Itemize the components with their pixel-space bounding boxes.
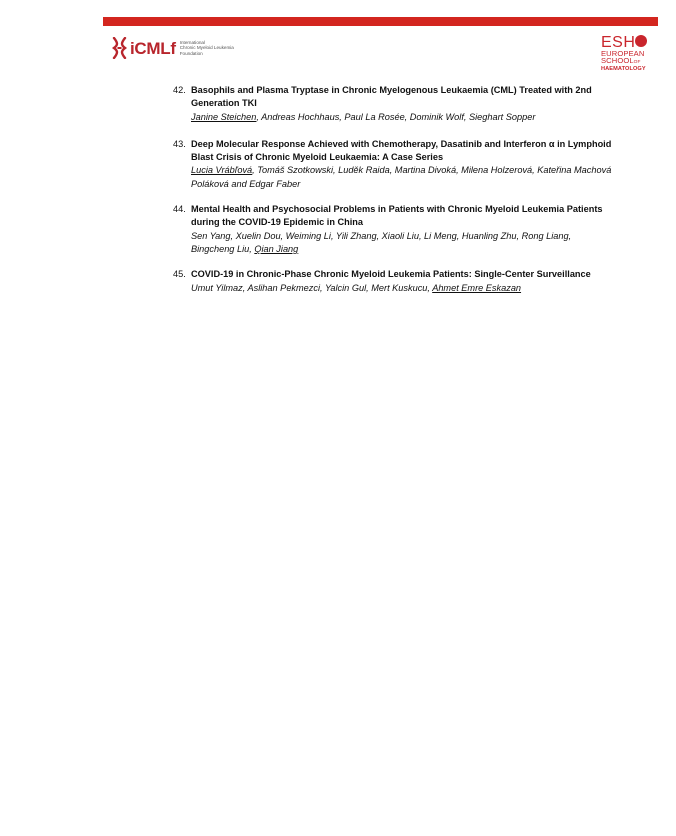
entry-number: 42. bbox=[173, 85, 186, 95]
entry-body bbox=[191, 203, 613, 256]
entry-title: COVID-19 in Chronic-Phase Chronic Myeloid Leukemia Patients: Single-Center Surveillance bbox=[191, 269, 591, 280]
abstract-entry bbox=[173, 268, 613, 295]
entry-body bbox=[191, 84, 613, 124]
esh-letters: ESH bbox=[601, 34, 636, 51]
entry-title: Mental Health and Psychosocial Problems in Patients with Chronic Myeloid Leukemia Patients during the COVID-19 Epidemic in China bbox=[191, 204, 603, 228]
abstract-entry bbox=[173, 203, 613, 256]
co-authors: Umut Yilmaz, Aslihan Pekmezci, Yalcin Gul, Mert Kuskucu, bbox=[191, 282, 433, 293]
icmlf-subtitle-line: International bbox=[179, 40, 206, 46]
entry-authors bbox=[191, 230, 613, 257]
presenting-author: Lucia Vrábľová bbox=[191, 165, 253, 176]
icmlf-subtitle-line: Chronic Myeloid Leukemia bbox=[179, 45, 234, 51]
entry-authors bbox=[191, 282, 613, 295]
esh-dot-icon bbox=[635, 35, 647, 47]
esh-of: OF bbox=[633, 60, 641, 65]
esh-logo bbox=[601, 35, 651, 75]
presenting-author: Ahmet Emre Eskazan bbox=[432, 282, 522, 293]
icmlf-chromosome-icon bbox=[112, 37, 127, 59]
presenting-author: Janine Steichen bbox=[191, 111, 257, 122]
co-authors: Sen Yang, Xuelin Dou, Weiming Li, Yili Zhang, Xiaoli Liu, Li Meng, Huanling Zhu, Rong Liang, Bingcheng Liu, bbox=[191, 230, 572, 254]
esh-school: SCHOOL bbox=[601, 56, 634, 65]
entry-title: Deep Molecular Response Achieved with Chemotherapy, Dasatinib and Interferon α in Lymphoid Blast Crisis of Chronic Myeloid Leukaemia: A Case Series bbox=[191, 138, 612, 163]
esh-european: EUROPEAN bbox=[601, 49, 645, 58]
entry-body bbox=[191, 138, 613, 191]
entry-number: 43. bbox=[173, 138, 186, 149]
icmlf-subtitle-line: Foundation bbox=[179, 50, 203, 56]
co-authors: , Andreas Hochhaus, Paul La Rosée, Dominik Wolf, Sieghart Sopper bbox=[256, 111, 536, 122]
entry-body bbox=[191, 268, 613, 295]
co-authors: , Tomáš Szotkowski, Luděk Raida, Martina Divoká, Milena Holzerová, Kateřina Machová Poláková and Edgar Faber bbox=[191, 165, 612, 189]
presenting-author: Qian Jiang bbox=[254, 243, 299, 254]
entry-number: 45. bbox=[173, 269, 186, 280]
icmlf-subtitle bbox=[180, 40, 234, 56]
entry-authors bbox=[191, 111, 613, 124]
icmlf-logo bbox=[112, 36, 234, 60]
abstract-entry bbox=[173, 84, 613, 124]
abstract-list bbox=[173, 84, 613, 295]
icmlf-wordmark: iCMLf bbox=[130, 38, 176, 58]
entry-authors bbox=[191, 164, 613, 191]
entry-number: 44. bbox=[173, 204, 186, 215]
abstract-entry bbox=[173, 138, 613, 191]
entry-title: Basophils and Plasma Tryptase in Chronic Myelogenous Leukaemia (CML) Treated with 2nd Generation TKI bbox=[191, 85, 592, 109]
esh-haematology: HAEMATOLOGY bbox=[601, 66, 646, 72]
header-red-bar bbox=[103, 17, 658, 26]
